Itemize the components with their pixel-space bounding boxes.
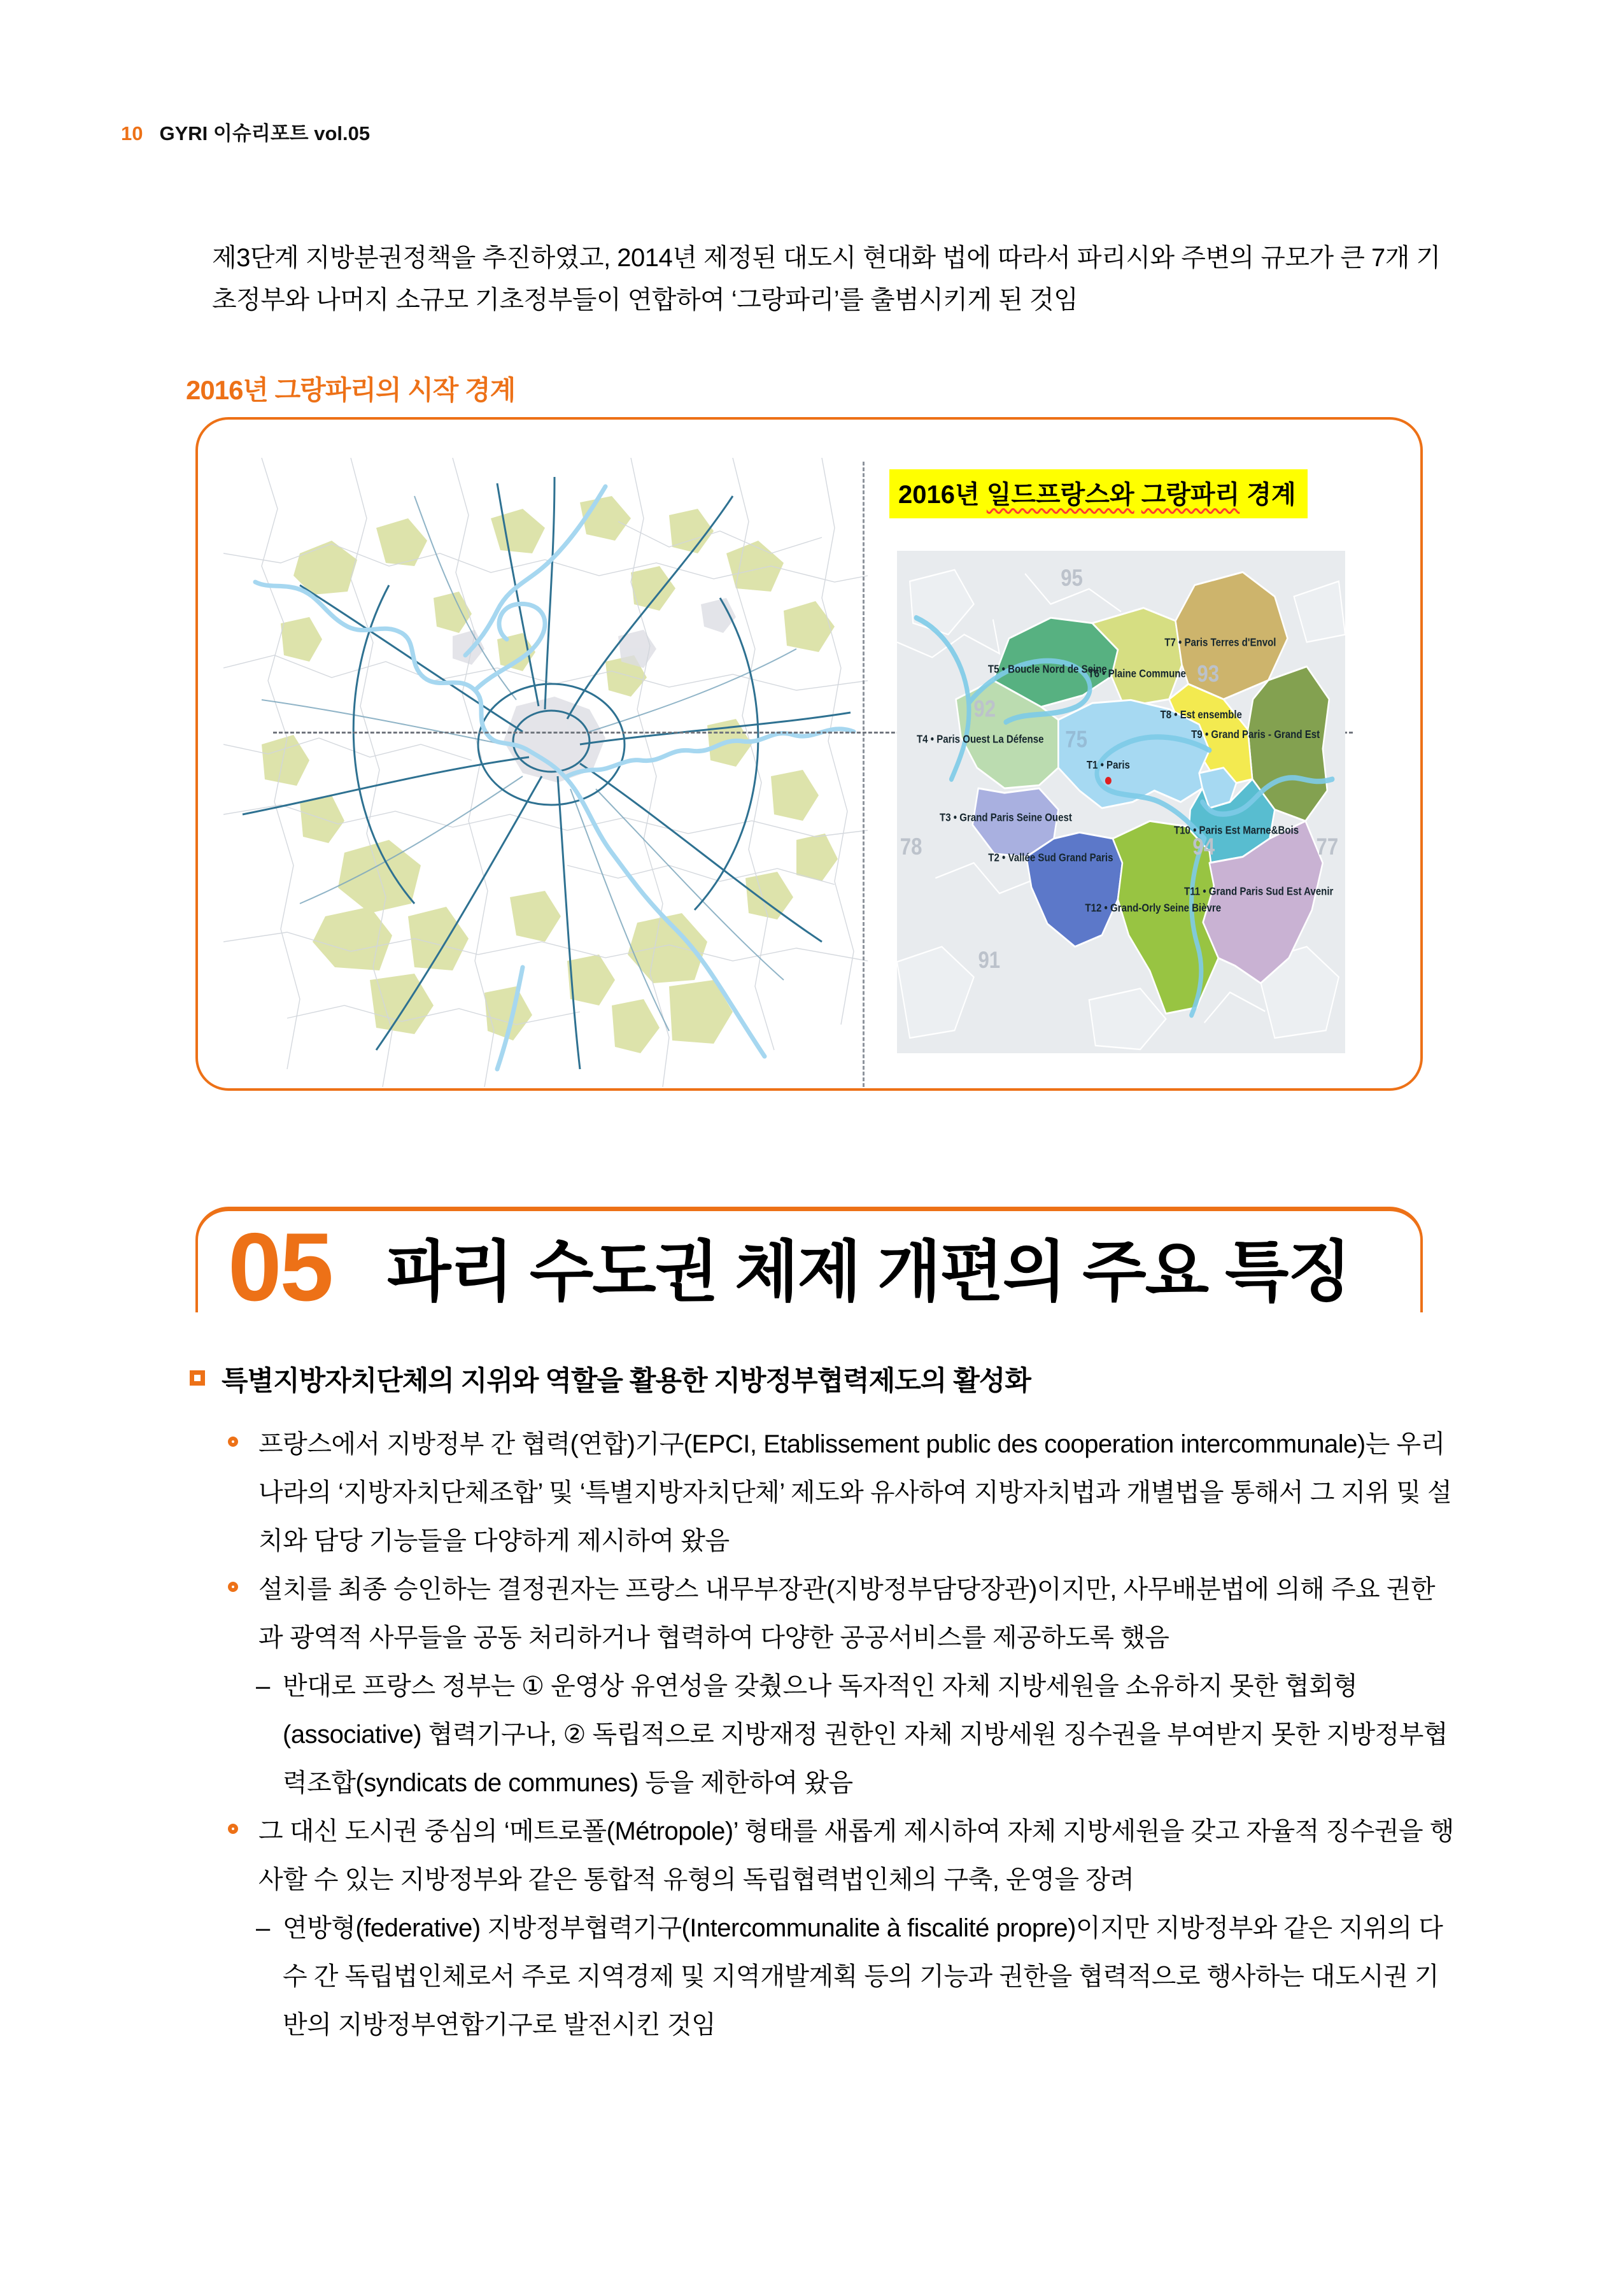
map-title-part-3: 그랑파리 (1141, 481, 1240, 509)
map-title-highlight (889, 469, 1308, 518)
dept-95: 95 (1061, 565, 1083, 592)
content-heading-row (190, 1363, 1455, 1400)
dept-78: 78 (900, 834, 922, 860)
bullet-text: 반대로 프랑스 정부는 ① 운영상 유연성을 갖췄으나 독자적인 자체 지방세원을 소유하지 못한 협회형(associative) 협력기구나, ② 독립적으로 지방재정 권한인 자체 지방세원 징수권을 부여받지 못한 지방정부협력조합(syndicats de communes) 등을 제한하여 왔음 (283, 1672, 1448, 1797)
map-title-part-0: 2016년 (898, 481, 987, 509)
map-title-part-2 (1134, 481, 1141, 509)
vertical-dashed-divider (863, 462, 865, 1087)
dept-75: 75 (1065, 726, 1087, 753)
content-heading-text: 특별지방자치단체의 지위와 역할을 활용한 지방정부협력제도의 활성화 (222, 1366, 1031, 1396)
page-number: 10 (121, 122, 143, 145)
figure-grand-paris-maps (195, 417, 1423, 1091)
list-item (190, 1807, 1455, 1904)
bullet-text: 프랑스에서 지방정부 간 협력(연합)기구(EPCI, Etablissement public des cooperation intercommunale)는 우리나라의 ‘지방자치단체조합’ 및 ‘특별지방자치단체’ 제도와 유사하여 지방자치법과 개별법을 통해서 그 지위 및 설치와 담당 기능들을 다양하게 제시하여 왔음 (258, 1430, 1452, 1555)
label-t1: T1 • Paris (1086, 758, 1130, 772)
ile-de-france-road-map (223, 458, 868, 1087)
bullet-text: 연방형(federative) 지방정부협력기구(Intercommunalite à fiscalité propre)이지만 지방정부와 같은 지위의 다수 간 독립법인체로서 주로 지역경제 및 지역개발계획 등의 기능과 권한을 협력적으로 행사하는 대도시권 기반의 지방정부연합기구로 발전시킨 것임 (283, 1914, 1443, 2039)
label-t2: T2 • Vallée Sud Grand Paris (988, 851, 1113, 865)
section-number: 05 (228, 1213, 332, 1321)
dept-94: 94 (1192, 834, 1215, 860)
label-t12: T12 • Grand-Orly Seine Bièvre (1085, 901, 1222, 914)
grand-paris-territory-map (897, 551, 1345, 1053)
list-item (190, 1662, 1455, 1807)
circle-bullet-icon (228, 1582, 238, 1592)
list-item (190, 1565, 1455, 1662)
circle-bullet-icon (228, 1824, 238, 1834)
label-t6: T6 • Plaine Commune (1088, 667, 1186, 680)
list-item (190, 1904, 1455, 2049)
dash-bullet-icon (256, 1904, 270, 1952)
bullet-list (190, 1420, 1455, 2049)
bullet-text: 설치를 최종 승인하는 결정권자는 프랑스 내무부장관(지방정부담당장관)이지만, 사무배분법에 의해 주요 권한과 광역적 사무들을 공동 처리하거나 협력하여 다양한 공공서비스를 제공하도록 했음 (258, 1575, 1436, 1652)
label-t7: T7 • Paris Terres d'Envol (1164, 635, 1276, 649)
section-body (190, 1363, 1455, 2049)
label-t9: T9 • Grand Paris - Grand Est (1191, 727, 1320, 741)
list-item (190, 1420, 1455, 1565)
label-t8: T8 • Est ensemble (1160, 707, 1242, 721)
section-title: 파리 수도권 체제 개편의 주요 특징 (387, 1235, 1350, 1309)
figure-heading: 2016년 그랑파리의 시작 경계 (186, 375, 516, 405)
paris-center-marker (1105, 777, 1112, 785)
label-t5: T5 • Boucle Nord de Seine (987, 662, 1107, 676)
label-t10: T10 • Paris Est Marne&Bois (1173, 823, 1299, 837)
label-t11: T11 • Grand Paris Sud Est Avenir (1184, 884, 1334, 898)
page-header (121, 117, 370, 146)
map-title-part-1: 일드프랑스와 (986, 481, 1134, 509)
dept-77: 77 (1316, 834, 1339, 860)
dept-92: 92 (973, 696, 996, 723)
circle-bullet-icon (228, 1437, 238, 1447)
label-t4: T4 • Paris Ouest La Défense (916, 732, 1044, 746)
square-bullet-icon (190, 1370, 205, 1386)
bullet-text: 그 대신 도시권 중심의 ‘메트로폴(Métropole)’ 형태를 새롭게 제시하여 자체 지방세원을 갖고 자율적 징수권을 행사할 수 있는 지방정부와 같은 통합적 유형의 독립협력법인체의 구축, 운영을 장려 (258, 1817, 1454, 1894)
dash-bullet-icon (256, 1662, 270, 1710)
intro-paragraph: 제3단계 지방분권정책을 추진하였고, 2014년 제정된 대도시 현대화 법에 따라서 파리시와 주변의 규모가 큰 7개 기초정부와 나머지 소규모 기초정부들이 연합하여 ‘그랑파리’를 출범시키게 된 것임 (212, 244, 1441, 314)
dept-93: 93 (1197, 661, 1220, 688)
label-t3: T3 • Grand Paris Seine Ouest (940, 811, 1072, 824)
report-title: GYRI 이슈리포트 vol.05 (159, 122, 371, 145)
map-title-part-4: 경계 (1239, 481, 1296, 509)
dept-91: 91 (978, 947, 1001, 974)
